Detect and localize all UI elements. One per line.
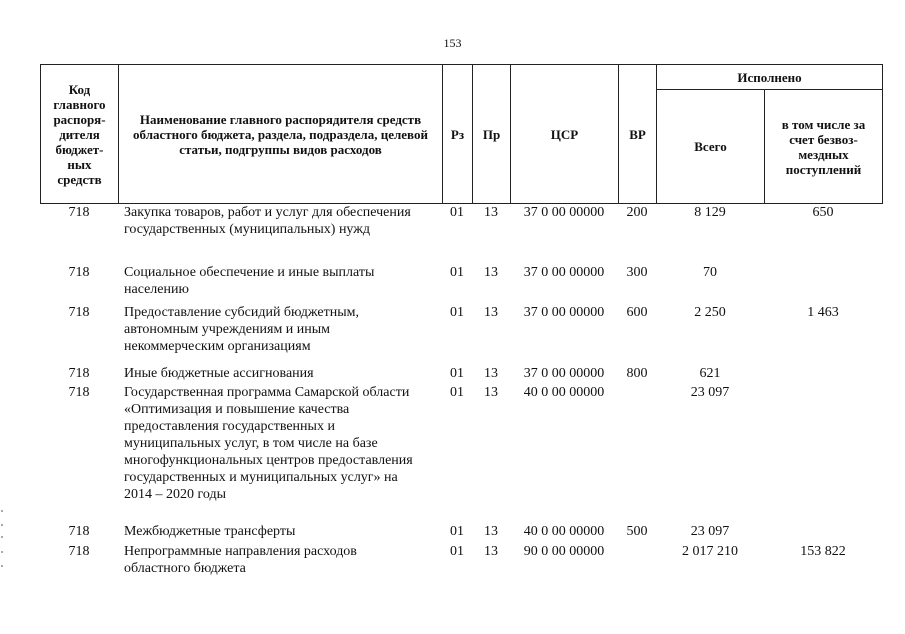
cell-vr: 300	[626, 265, 648, 280]
cell-rz: 01	[450, 265, 464, 280]
header-executed: Исполнено	[657, 65, 883, 90]
cell-name: Закупка товаров, работ и услуг для обеспечения государственных (муниципальных) нужд	[124, 205, 411, 237]
header-pr: Пр	[473, 65, 511, 204]
header-rz: Рз	[443, 65, 473, 204]
cell-csr: 90 0 00 00000	[523, 544, 605, 559]
cell-rz: 01	[450, 524, 464, 539]
cell-csr: 37 0 00 00000	[523, 205, 605, 220]
cell-vr: 800	[626, 366, 648, 381]
header-vr: ВР	[619, 65, 657, 204]
cell-code: 718	[68, 265, 90, 280]
cell-pr: 13	[484, 366, 498, 381]
header-code: Код главного распоря-дителя бюджет-ных средств	[41, 65, 119, 204]
cell-vr: 200	[626, 205, 648, 220]
cell-total: 8 129	[694, 205, 726, 220]
cell-pr: 13	[484, 205, 498, 220]
cell-total: 23 097	[690, 524, 730, 539]
cell-csr: 37 0 00 00000	[523, 265, 605, 280]
cell-free: 650	[812, 205, 834, 220]
cell-name: Межбюджетные трансферты	[124, 524, 296, 539]
cell-pr: 13	[484, 305, 498, 320]
cell-code: 718	[68, 205, 90, 220]
header-total: Всего	[657, 90, 765, 204]
cell-name: Иные бюджетные ассигнования	[124, 366, 314, 381]
cell-name: Предоставление субсидий бюджетным, автономным учреждениям и иным некоммерческим организациям	[124, 305, 360, 354]
cell-name: Социальное обеспечение и иные выплаты населению	[124, 265, 375, 297]
cell-code: 718	[68, 305, 90, 320]
cell-vr: 500	[626, 524, 648, 539]
cell-rz: 01	[450, 205, 464, 220]
cell-csr: 37 0 00 00000	[523, 305, 605, 320]
header-free: в том числе за счет безвоз-мездных поступлений	[765, 90, 883, 204]
cell-free: 1 463	[807, 305, 839, 320]
cell-code: 718	[68, 385, 90, 400]
cell-pr: 13	[484, 544, 498, 559]
page-number: 153	[443, 36, 462, 50]
cell-code: 718	[68, 524, 90, 539]
cell-total: 23 097	[690, 385, 730, 400]
cell-rz: 01	[450, 366, 464, 381]
header-csr: ЦСР	[511, 65, 619, 204]
cell-csr: 37 0 00 00000	[523, 366, 605, 381]
cell-vr: 600	[626, 305, 648, 320]
cell-total: 621	[699, 366, 721, 381]
header-name: Наименование главного распорядителя средств областного бюджета, раздела, подраздела, целевой статьи, подгруппы видов расходов	[119, 65, 443, 204]
table-header	[40, 64, 883, 204]
cell-pr: 13	[484, 524, 498, 539]
cell-rz: 01	[450, 385, 464, 400]
cell-total: 2 017 210	[682, 544, 738, 559]
cell-code: 718	[68, 366, 90, 381]
cell-name: Непрограммные направления расходов областного бюджета	[124, 544, 357, 576]
cell-pr: 13	[484, 265, 498, 280]
cell-free: 153 822	[800, 544, 846, 559]
cell-csr: 40 0 00 00000	[523, 385, 605, 400]
cell-pr: 13	[484, 385, 498, 400]
cell-total: 2 250	[694, 305, 726, 320]
cell-code: 718	[68, 544, 90, 559]
cell-rz: 01	[450, 544, 464, 559]
cell-rz: 01	[450, 305, 464, 320]
cell-csr: 40 0 00 00000	[523, 524, 605, 539]
cell-name: Государственная программа Самарской области «Оптимизация и повышение качества предоставления государственных и муниципальных услуг, в том числе на базе многофункциональных центров предоставления государственных и муниципальных услуг» на 2014 – 2020 годы	[124, 385, 413, 502]
scan-specks	[0, 510, 4, 570]
cell-total: 70	[703, 265, 717, 280]
